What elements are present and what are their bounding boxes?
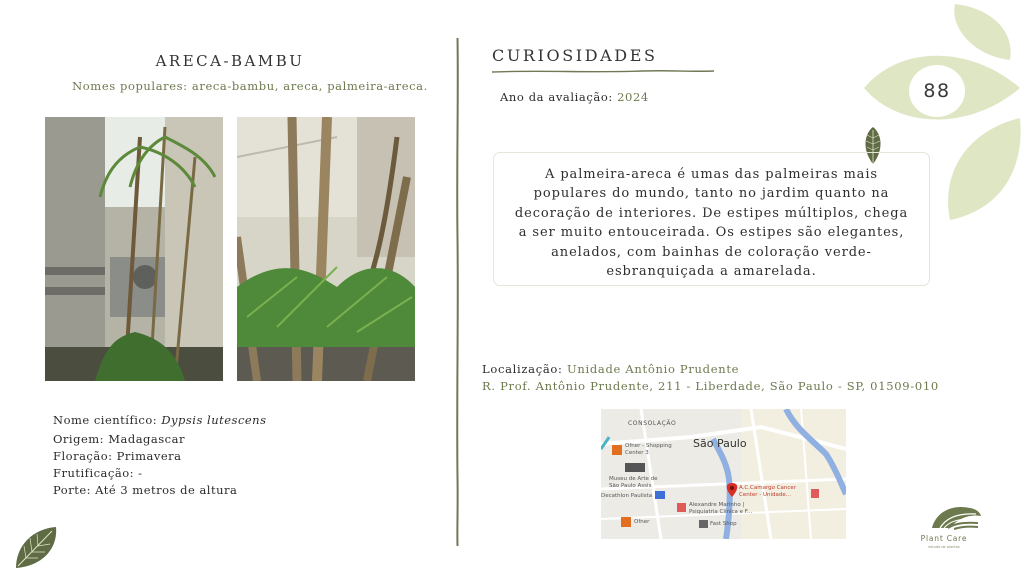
location-address: R. Prof. Antônio Prudente, 211 - Liberdade, São Paulo - SP, 01509-010: [482, 379, 939, 393]
map-poi-2: Museu de Arte de São Paulo Assis: [609, 476, 658, 489]
plant-care-logo-icon: [930, 502, 982, 532]
leaf-icon: [12, 524, 60, 570]
plant-photo-2: [237, 117, 415, 381]
brand-tagline: estudo de plantas: [928, 545, 960, 549]
plant-photo-1: [45, 117, 223, 381]
map-poi-6: Ofner: [634, 519, 650, 525]
location-unit: Unidade Antônio Prudente: [566, 362, 740, 376]
map-poi-1: Ofner - Shopping Center 3: [625, 443, 672, 456]
brand-name: Plant Care: [920, 534, 968, 543]
evaluation-year: [500, 90, 649, 104]
curiosities-heading: CURIOSIDADES: [492, 46, 658, 65]
scientific-name: Dypsis lutescens: [161, 413, 267, 427]
map-poi-5: A.C.Camargo Cancer Center - Unidade...: [739, 485, 797, 498]
leaf-shape-top: [954, 4, 1010, 60]
origin: Origem: Madagascar: [53, 432, 185, 446]
flowering: Floração: Primavera: [53, 449, 182, 463]
plant-facts: [53, 412, 267, 499]
popular-names: Nomes populares: areca-bambu, areca, palmeira-areca.: [72, 79, 428, 93]
map-district-label: CONSOLAÇÃO: [628, 420, 677, 427]
scientific-name-row: [53, 412, 267, 429]
map-poi-7: Fast Shop: [710, 521, 737, 527]
fruiting: Frutificação: -: [53, 466, 143, 480]
page-number: 88: [909, 65, 965, 117]
curiosities-card: A palmeira-areca é umas das palmeiras mais populares do mundo, tanto no jardim quanto na decoração de interiores. De estipes múltiplos, chega a ser muito entouceirada. Os estipes são elegantes, anelados, com bainhas de coloração verde-esbranquiçada a amarelada.: [493, 152, 930, 286]
map-poi-3: Decathlon Paulista: [601, 493, 653, 499]
scientific-name-label: Nome científico:: [53, 413, 162, 427]
evaluation-year-label: Ano da avaliação:: [500, 90, 618, 104]
location-label: Localização:: [482, 362, 567, 376]
heading-underline: [492, 69, 714, 75]
location-map[interactable]: [601, 409, 846, 539]
size: Porte: Até 3 metros de altura: [53, 483, 238, 497]
evaluation-year-value: 2024: [617, 90, 649, 104]
map-city-label: São Paulo: [693, 437, 747, 450]
plant-title: ARECA-BAMBU: [155, 52, 305, 70]
leaf-shape-bottom: [948, 118, 1021, 220]
location-block: [482, 361, 939, 395]
map-poi-4: Alexandre Marinho | Psiquiatria Clínica e F...: [689, 502, 753, 515]
column-divider: [456, 38, 459, 546]
